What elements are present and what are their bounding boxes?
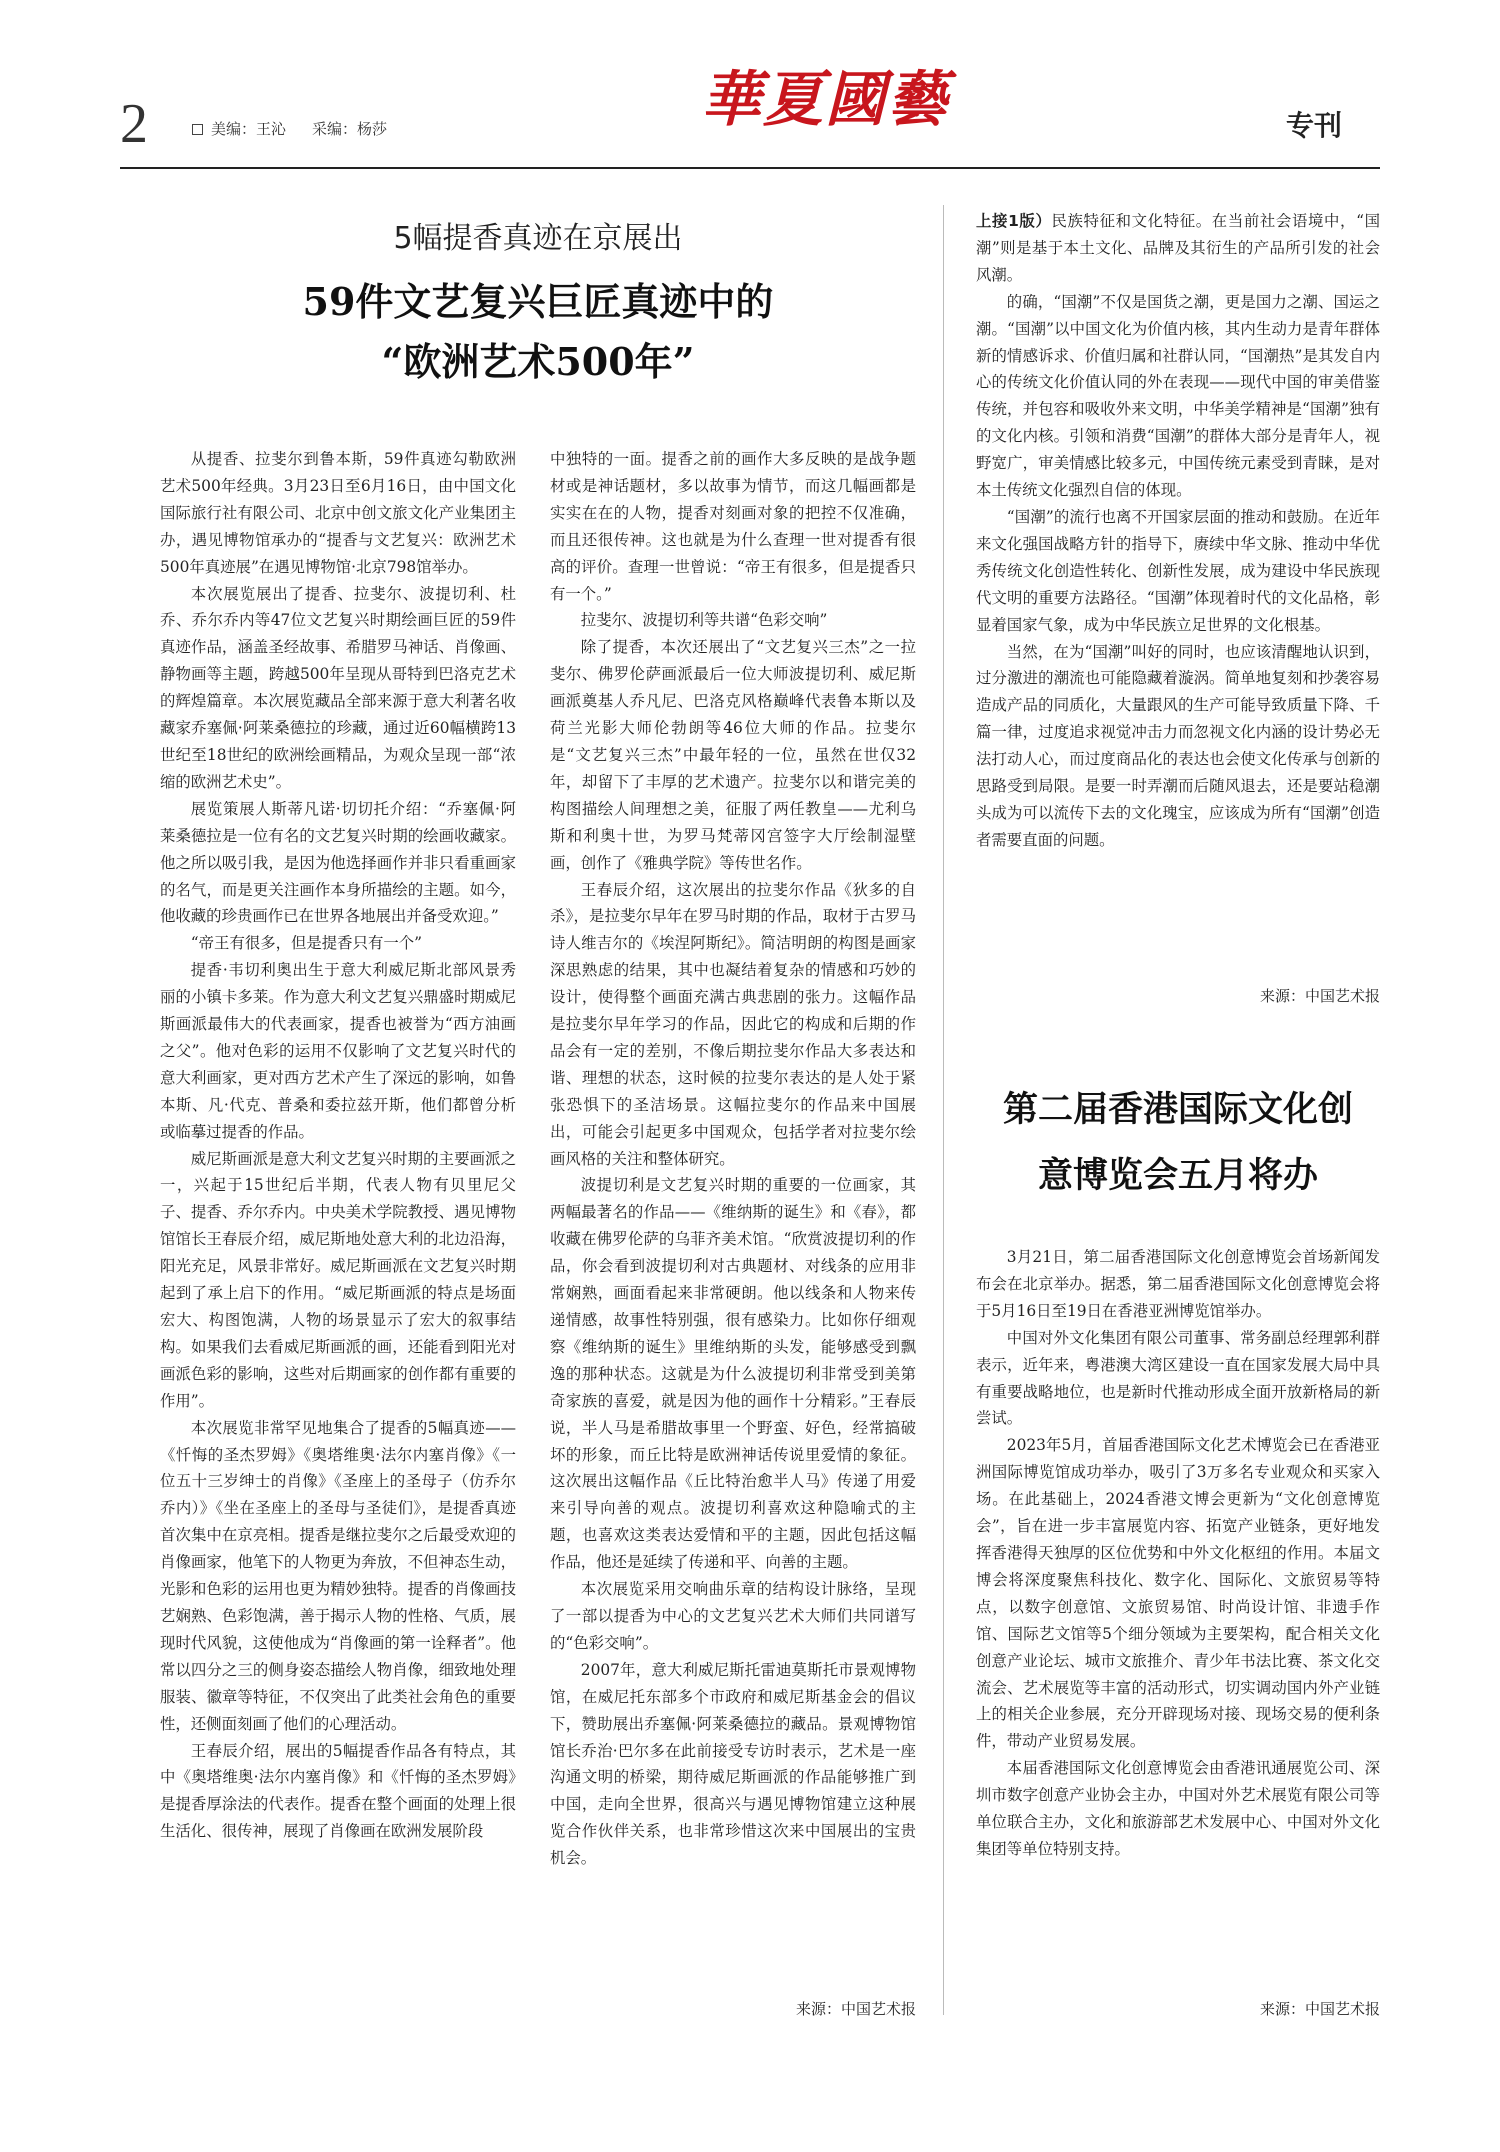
paragraph [976,208,1380,289]
article1-kicker: 5幅提香真迹在京展出 [393,221,683,256]
paragraph: 提香·韦切利奥出生于意大利威尼斯北部风景秀丽的小镇卡多莱。作为意大利文艺复兴鼎盛时期威尼斯画派最伟大的代表画家，提香也被誉为“西方油画之父”。他对色彩的运用不仅影响了文艺复兴时代的意大利画家，更对西方艺术产生了深远的影响，如鲁本斯、凡·代克、普桑和委拉兹开斯，他们都曾分析或临摹过提香的作品。 [160,961,516,1141]
page-header [0,0,1500,175]
article1-title [160,272,916,392]
page-number: 2 [120,93,148,155]
article1-title-line2: “欧洲艺术500年” [381,339,695,384]
paragraph: 当然，在为“国潮”叫好的同时，也应该清醒地认识到，过分激进的潮流也可能隐藏着漩涡。简单地复刻和抄袭容易造成产品的同质化，大量跟风的生产可能导致质量下降、千篇一律，过度追求视觉冲击力而忽视文化内涵的设计势必无法打动人心，而过度商品化的表达也会使文化传承与创新的思路受到局限。是要一时弄潮而后随风退去，还是要站稳潮头成为可以流传下去的文化瑰宝，应该成为所有“国潮”创造者需要直面的问题。 [976,642,1380,849]
column-divider [943,205,944,2015]
header-divider [120,167,1380,169]
editor-credits [192,118,391,139]
paragraph: 王春辰介绍，展出的5幅提香作品各有特点，其中《奥塔维奥·法尔内塞肖像》和《忏悔的圣杰罗姆》是提香厚涂法的代表作。提香在整个画面的处理上很生活化、很传神，展现了肖像画在欧洲发展阶段 [160,1741,516,1841]
article1-title-line1: 59件文艺复兴巨匠真迹中的 [302,279,774,324]
paragraph: 本次展览非常罕见地集合了提香的5幅真迹——《忏悔的圣杰罗姆》《奥塔维奥·法尔内塞肖像》《一位五十三岁绅士的肖像》《圣座上的圣母子（仿乔尔乔内）》《坐在圣座上的圣母与圣徒们》，是提香真迹首次集中在京亮相。提香是继拉斐尔之后最受欢迎的肖像画家，他笔下的人物更为奔放，不但神态生动，光影和色彩的运用也更为精妙独特。提香的肖像画技艺娴熟、色彩饱满，善于揭示人物的性格、气质，展现时代风貌，这使他成为“肖像画的第一诠释者”。他常以四分之三的侧身姿态描绘人物肖像，细致地处理服装、徽章等特征，不仅突出了此类社会角色的重要性，还侧面刻画了他们的心理活动。 [160,1418,516,1733]
subheading: “帝王有很多，但是提香只有一个” [190,934,423,953]
paragraph: 本届香港国际文化创意博览会由香港讯通展览公司、深圳市数字创意产业协会主办，中国对外艺术展览有限公司等单位联合主办，文化和旅游部艺术发展中心、中国对外文化集团等单位特别支持。 [976,1759,1380,1858]
paragraph: 波提切利是文艺复兴时期的重要的一位画家，其两幅最著名的作品——《维纳斯的诞生》和《春》，都收藏在佛罗伦萨的乌菲齐美术馆。“欣赏波提切利的作品，你会看到波提切利对古典题材、对线条的应用非常娴熟，画面看起来非常硬朗。他以线条和人物来传递情感，故事性特别强，很有感染力。比如你仔细观察《维纳斯的诞生》里维纳斯的头发，能够感受到飘逸的那种状态。这就是为什么波提切利非常受到美第奇家族的喜爱，就是因为他的画作十分精彩。”王春辰说，半人马是希腊故事里一个野蛮、好色，经常搞破坏的形象，而丘比特是欧洲神话传说里爱情的象征。这次展出这幅作品《丘比特治愈半人马》传递了用爱来引导向善的观点。波提切利喜欢这种隐喻式的主题，也喜欢这类表达爱情和平的主题，因此包括这幅作品，他还是延续了传递和平、向善的主题。 [550,1176,916,1572]
paragraph: 3月21日，第二届香港国际文化创意博览会首场新闻发布会在北京举办。据悉，第二届香港国际文化创意博览会将于5月16日至19日在香港亚洲博览馆举办。 [976,1248,1380,1320]
article1-source: 来源：中国艺术报 [795,2000,916,2018]
paragraph: 本次展览展出了提香、拉斐尔、波提切利、杜乔、乔尔乔内等47位文艺复兴时期绘画巨匠的59件真迹作品，涵盖圣经故事、希腊罗马神话、肖像画、静物画等主题，跨越500年呈现从哥特到巴洛克艺术的辉煌篇章。本次展览藏品全部来源于意大利著名收藏家乔塞佩·阿莱桑德拉的珍藏，通过近60幅横跨13世纪至18世纪的欧洲绘画精品，为观众呈现一部“浓缩的欧洲艺术史”。 [160,584,516,791]
square-icon [192,124,203,135]
article1-column-1 [160,446,516,1845]
masthead-logo: 華夏國藝 [701,65,949,135]
art-editor: 美编：王沁 [211,120,287,138]
article3-title-line2: 意博览会五月将办 [1037,1155,1318,1196]
paragraph: 除了提香，本次还展出了“文艺复兴三杰”之一拉斐尔、佛罗伦萨画派最后一位大师波提切利、威尼斯画派奠基人乔凡尼、巴洛克风格巅峰代表鲁本斯以及荷兰光影大师伦勃朗等46位大师的作品。拉斐尔是“文艺复兴三杰”中最年轻的一位，虽然在世仅32年，却留下了丰厚的艺术遗产。拉斐尔以和谐完美的构图描绘人间理想之美，征服了两任教皇——尤利乌斯和利奥十世，为罗马梵蒂冈宫签字大厅绘制湿壁画，创作了《雅典学院》等传世名作。 [550,638,916,872]
continued-label: 上接1版） [976,212,1052,230]
article3-column [976,1244,1380,1863]
paragraph: 王春辰介绍，这次展出的拉斐尔作品《狄多的自杀》，是拉斐尔早年在罗马时期的作品，取材于古罗马诗人维吉尔的《埃涅阿斯纪》。简洁明朗的构图是画家深思熟虑的结果，其中也凝结着复杂的情感和巧妙的设计，使得整个画面充满古典悲剧的张力。这幅作品是拉斐尔早年学习的作品，因此它的构成和后期的作品会有一定的差别，不像后期拉斐尔作品大多表达和谐、理想的状态，这时候的拉斐尔表达的是人处于紧张恐惧下的圣洁场景。这幅拉斐尔的作品来中国展出，可能会引起更多中国观众，包括学者对拉斐尔绘画风格的关注和整体研究。 [550,880,916,1168]
article3-title [976,1077,1380,1209]
article3-title-line1: 第二届香港国际文化创 [1002,1089,1353,1130]
subheading: 拉斐尔、波提切利等共谱“色彩交响” [580,611,828,630]
section-label: 专刊 [1286,109,1343,142]
paragraph: 的确，“国潮”不仅是国货之潮，更是国力之潮、国运之潮。“国潮”以中国文化为价值内核，其内生动力是青年群体新的情感诉求、价值归属和社群认同，“国潮热”是其发自内心的传统文化价值认同的外在表现——现代中国的审美借鉴传统，并包容和吸收外来文明，中华美学精神是“国潮”独有的文化内核。引领和消费“国潮”的群体大部分是青年人，视野宽广，审美情感比较多元，中国传统元素受到青睐，是对本土传统文化强烈自信的体现。 [976,292,1380,500]
paragraph: 本次展览采用交响曲乐章的结构设计脉络，呈现了一部以提香为中心的文艺复兴艺术大师们共同谱写的“色彩交响”。 [550,1580,916,1652]
article2-source: 来源：中国艺术报 [1259,987,1380,1005]
paragraph: 2007年，意大利威尼斯托雷迪莫斯托市景观博物馆，在威尼托东部多个市政府和威尼斯基金会的倡议下，赞助展出乔塞佩·阿莱桑德拉的藏品。景观博物馆馆长乔治·巴尔多在此前接受专访时表示，艺术是一座沟通文明的桥梁，期待威尼斯画派的作品能够推广到中国，走向全世界，很高兴与遇见博物馆建立这种展览合作伙伴关系，也非常珍惜这次来中国展出的宝贵机会。 [550,1660,916,1868]
paragraph: “国潮”的流行也离不开国家层面的推动和鼓励。在近年来文化强国战略方针的指导下，赓续中华文脉、推动中华优秀传统文化创造性转化、创新性发展，成为建设中华民族现代文明的重要方法路径。“国潮”体现着时代的文化品格，彰显着国家气象，成为中华民族立足世界的文化根基。 [976,507,1380,634]
copy-editor: 采编：杨莎 [312,120,388,138]
paragraph: 威尼斯画派是意大利文艺复兴时期的主要画派之一，兴起于15世纪后半期，代表人物有贝里尼父子、提香、乔尔乔内。中央美术学院教授、遇见博物馆馆长王春辰介绍，威尼斯地处意大利的北边沿海，阳光充足，风景非常好。威尼斯画派在文艺复兴时期起到了承上启下的作用。“威尼斯画派的特点是场面宏大、构图饱满，人物的场景显示了宏大的叙事结构。如果我们去看威尼斯画派的画，还能看到阳光对画派色彩的影响，这些对后期画家的创作都有重要的作用”。 [160,1149,516,1410]
paragraph: 2023年5月，首届香港国际文化艺术博览会已在香港亚洲国际博览馆成功举办，吸引了3万多名专业观众和买家入场。在此基础上，2024香港文博会更新为“文化创意博览会”，旨在进一步丰富展览内容、拓宽产业链条，更好地发挥香港得天独厚的区位优势和中外文化枢纽的作用。本届文博会将深度聚焦科技化、数字化、国际化、文旅贸易等特点，以数字创意馆、文旅贸易馆、时尚设计馆、非遗手作馆、国际艺文馆等5个细分领域为主要架构，配合相关文化创意产业论坛、城市文旅推介、青少年书法比赛、茶文化交流会、艺术展览等丰富的活动形式，切实调动国内外产业链上的相关企业参展，充分开辟现场对接、现场交易的便利条件，带动产业贸易发展。 [976,1436,1380,1751]
paragraph: 展览策展人斯蒂凡诺·切切托介绍：“乔塞佩·阿莱桑德拉是一位有名的文艺复兴时期的绘画收藏家。他之所以吸引我，是因为他选择画作并非只看重画家的名气，而是更关注画作本身所描绘的主题。如今，他收藏的珍贵画作已在世界各地展出并备受欢迎。” [160,799,516,926]
paragraph: 中独特的一面。提香之前的画作大多反映的是战争题材或是神话题材，多以故事为情节，而这几幅画都是实实在在的人物，提香对刻画对象的把控不仅准确，而且还很传神。这也就是为什么查理一世对提香有很高的评价。查理一世曾说：“帝王有很多，但是提香只有一个。” [550,450,916,603]
paragraph-text: 民族特征和文化特征。在当前社会语境中，“国潮”则是基于本土文化、品牌及其衍生的产品所引发的社会风潮。 [976,212,1380,284]
article2-column [976,208,1380,854]
paragraph: 中国对外文化集团有限公司董事、常务副总经理郭利群表示，近年来，粤港澳大湾区建设一直在国家发展大局中具有重要战略地位，也是新时代推动形成全面开放新格局的新尝试。 [976,1328,1380,1428]
paragraph: 从提香、拉斐尔到鲁本斯，59件真迹勾勒欧洲艺术500年经典。3月23日至6月16日，由中国文化国际旅行社有限公司、北京中创文旅文化产业集团主办，遇见博物馆承办的“提香与文艺复兴：欧洲艺术500年真迹展”在遇见博物馆·北京798馆举办。 [160,450,516,576]
article3-source: 来源：中国艺术报 [1259,2000,1380,2018]
article1-column-2 [550,446,916,1872]
